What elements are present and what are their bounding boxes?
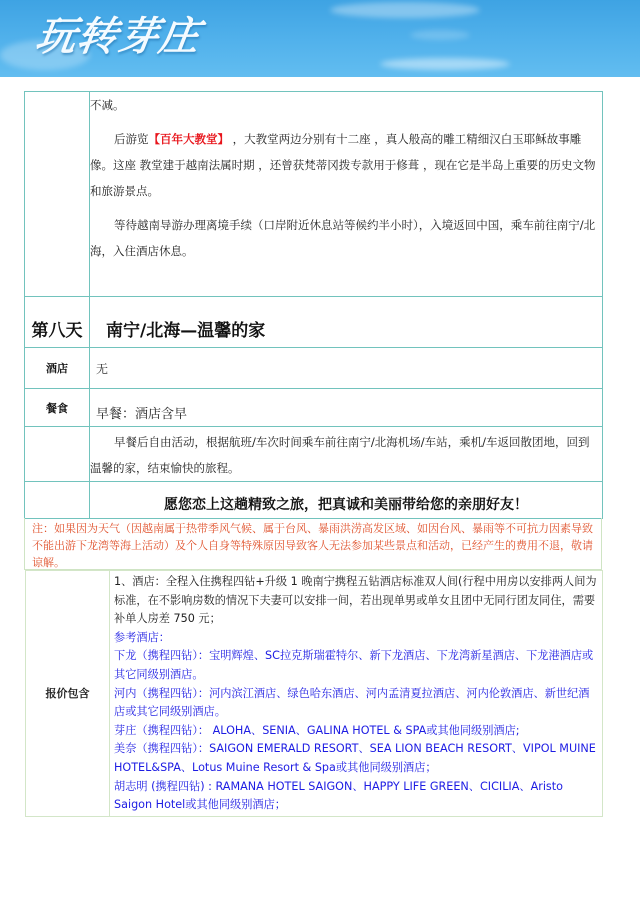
price-include-label: 报价包含 (26, 571, 110, 817)
reference-hotel-halong: 下龙（携程四钻）：宝明辉煌、SC拉克斯瑞霍特尔、新下龙酒店、下龙湾新星酒店、下龙港酒店或其它同级别酒店。 (114, 649, 594, 681)
day7-description-cell (90, 92, 603, 297)
header-banner (0, 0, 640, 77)
cathedral-paragraph (90, 126, 602, 204)
reference-hotel-muine: 美奈（携程四钻）：SAIGON EMERALD RESORT、SEA LION BEACH RESORT、VIPOL MUINE HOTEL&SPA、Lotus Muine Resort & Spa或其他同级别酒店； (114, 742, 596, 774)
closing-row (25, 482, 603, 519)
cathedral-prefix: 后游览 (114, 132, 149, 146)
activity-text: 早餐后自由活动，根据航班/车次时间乘车前往南宁/北海机场/车站，乘机/车返回散团地，回到温馨的家，结束愉快的旅程。 (90, 435, 590, 475)
activity-label-empty (25, 427, 90, 482)
continued-text: 不减。 (90, 98, 125, 112)
cathedral-highlight: 【百年大教堂】 (148, 132, 229, 146)
cathedral-rest: ，大教堂两边分别有十二座 ，真人般高的雕工精细汉白玉耶稣故事雕像。这座 教堂建于越南法属时期 ，还曾获梵蒂冈拨专款用于修葺 ，现在它是半岛上重要的历史文物和旅游景点。 (90, 132, 596, 198)
meal-row (25, 389, 603, 427)
hotel-value: 无 (90, 348, 603, 389)
cloud-decoration (330, 2, 480, 18)
brand-logo: 玩转芽庄 (32, 13, 204, 60)
cloud-decoration (410, 30, 470, 40)
reference-hotel-hochiminh: 胡志明 (携程四钻) : RAMANA HOTEL SAIGON、HAPPY LIFE GREEN、CICILIA、Aristo Saigon Hotel或其他同级别酒店； (114, 779, 563, 812)
hotel-accommodation-item: 1、酒店：全程入住携程四钻+升级 1 晚南宁携程五钻酒店标准双人间(行程中用房以安排两人间为标准，在不影响房数的情况下夫妻可以安排一间，若出现单男或单女且团中无同行团友同住，需要补单人房差 750 元； (114, 575, 597, 626)
spacer (90, 118, 602, 126)
hotel-row (25, 348, 603, 389)
day8-label: 第八天 (25, 297, 90, 348)
activity-row (25, 427, 603, 482)
price-include-content (110, 571, 603, 817)
cloud-decoration (380, 58, 510, 70)
itinerary-row-day7-continued (25, 92, 603, 297)
hotel-label: 酒店 (25, 348, 90, 389)
closing-label-empty (25, 482, 90, 519)
weather-disclaimer-note: 注：如果因为天气（因越南属于热带季风气候、属于台风、暴雨洪涝高发区域、如因台风、暴雨等不可抗力因素导致不能出游下龙湾等海上活动）及个人自身等特殊原因导致客人无法参加某些景点和活动，已经产生的费用不退，敬请谅解。 (24, 518, 602, 570)
meal-value: 早餐：酒店含早 (90, 389, 603, 427)
meal-label: 餐食 (25, 389, 90, 427)
reference-hotel-nhatrang: 芽庄（携程四钻）： ALOHA、SENIA、GALINA HOTEL & SPA或其他同级别酒店; (114, 723, 520, 737)
itinerary-table (24, 91, 603, 519)
price-include-table (25, 570, 603, 817)
reference-hotels-title: 参考酒店： (114, 630, 170, 644)
day8-title: 南宁/北海—温馨的家 (90, 297, 603, 348)
spacer (90, 204, 602, 212)
price-include-row (26, 571, 603, 817)
reference-hotel-hanoi: 河内（携程四钻）：河内滨江酒店、绿色哈东酒店、河内孟清夏拉酒店、河内伦敦酒店、新世纪酒店或其它同级别酒店。 (114, 686, 590, 719)
day-label-cell-empty (25, 92, 90, 297)
day8-header-row (25, 297, 603, 348)
border-crossing-paragraph: 等待越南导游办理离境手续（口岸附近休息站等候约半小时），入境返回中国，乘车前往南宁/北海，入住酒店休息。 (90, 218, 596, 258)
closing-message: 愿您恋上这趟精致之旅，把真诚和美丽带给您的亲朋好友！ (90, 482, 603, 519)
activity-cell (90, 427, 603, 482)
